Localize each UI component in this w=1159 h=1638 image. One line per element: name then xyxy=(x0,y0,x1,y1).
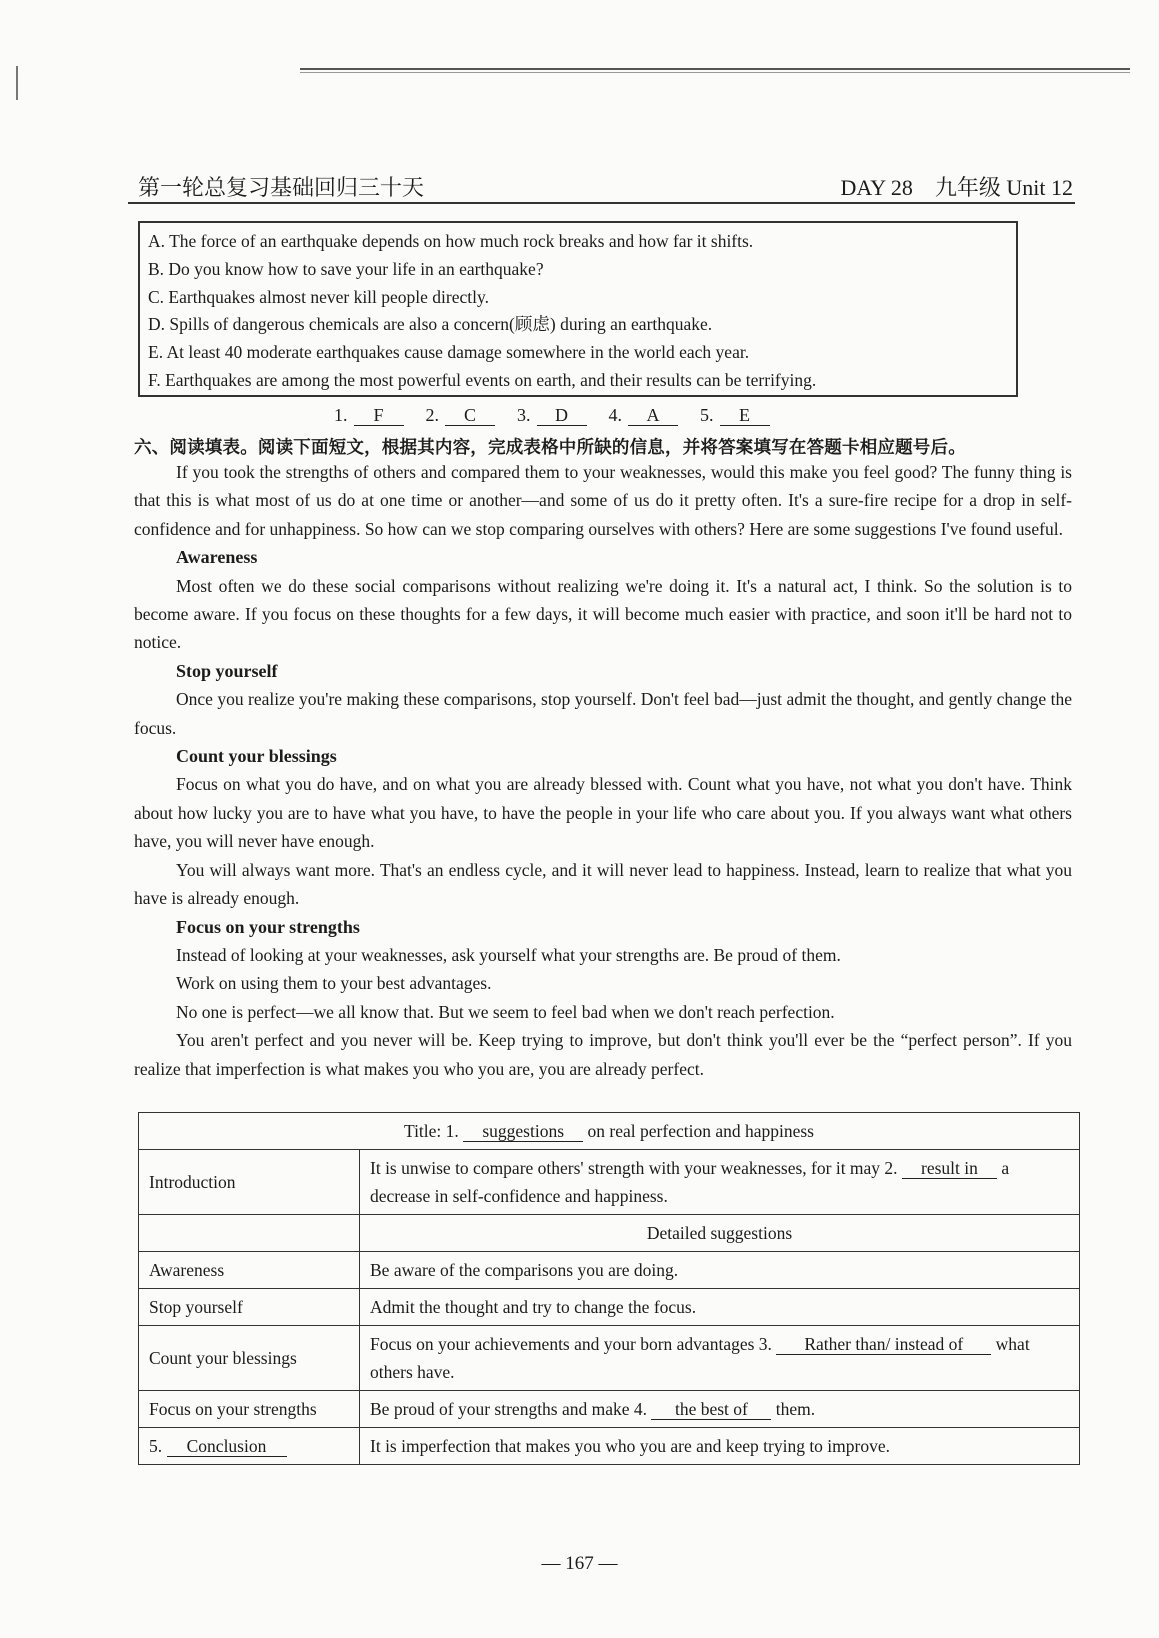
answer-number: 1. xyxy=(334,405,348,425)
strengths-suffix: them. xyxy=(775,1399,816,1419)
intro-cell xyxy=(360,1150,1080,1215)
passage-subheading: Count your blessings xyxy=(176,746,337,767)
passage-paragraph: You aren't perfect and you never will be. Keep trying to improve, but don't think you'll ever be the “perfect person”. If you realize that imperfection is what makes you who you are, you are already perfect. xyxy=(134,1030,1072,1079)
intro-prefix: It is unwise to compare others' strength with your weaknesses, for it may 2. xyxy=(370,1158,898,1178)
stop-text: Admit the thought and try to change the focus. xyxy=(360,1289,1080,1326)
count-prefix: Focus on your achievements and your born advantages 3. xyxy=(370,1334,772,1354)
awareness-label: Awareness xyxy=(139,1252,360,1289)
answer-blank: A xyxy=(628,405,678,426)
answer-number: 3. xyxy=(517,405,531,425)
intro-label: Introduction xyxy=(139,1150,360,1215)
passage-paragraph: Most often we do these social comparisons without realizing we're doing it. It's a natural act, I think. So the solution is to become aware. If you focus on these thoughts for a few days, it will become much easier with practice, and soon it'll be hard not to notice. xyxy=(134,575,1072,653)
top-rule xyxy=(300,68,1130,70)
answer-row xyxy=(334,405,770,426)
table-row xyxy=(139,1150,1080,1215)
strengths-answer-blank: the best of xyxy=(651,1399,771,1420)
passage-paragraph: No one is perfect—we all know that. But we seem to feel bad when we don't reach perfection. xyxy=(176,1001,835,1022)
count-answer-blank: Rather than/ instead of xyxy=(776,1334,991,1355)
count-label: Count your blessings xyxy=(139,1326,360,1391)
page-header xyxy=(138,172,1073,202)
passage-subheading: Stop yourself xyxy=(176,660,278,681)
strengths-cell xyxy=(360,1391,1080,1428)
conclusion-label-cell xyxy=(139,1428,360,1465)
answer-blank: E xyxy=(720,405,770,426)
option-e: E. At least 40 moderate earthquakes cause damage somewhere in the world each year. xyxy=(148,342,750,363)
header-book-title: 第一轮总复习基础回归三十天 xyxy=(138,175,425,200)
table-row xyxy=(139,1391,1080,1428)
table-row xyxy=(139,1326,1080,1391)
conclusion-answer-blank: Conclusion xyxy=(167,1436,287,1457)
intro-suffix: a decrease in self-confidence and happiness. xyxy=(370,1158,1010,1206)
conclusion-number: 5. xyxy=(149,1436,163,1456)
option-f: F. Earthquakes are among the most powerful events on earth, and their results can be terrifying. xyxy=(148,369,817,390)
title-answer-blank: suggestions xyxy=(463,1121,583,1142)
answer-number: 5. xyxy=(700,405,714,425)
answer-blank: D xyxy=(537,405,587,426)
table-row xyxy=(139,1289,1080,1326)
passage-paragraph: Once you realize you're making these comparisons, stop yourself. Don't feel bad—just admit the thought, and gently change the focus. xyxy=(134,689,1072,738)
strengths-prefix: Be proud of your strengths and make 4. xyxy=(370,1399,648,1419)
page-number: — 167 — xyxy=(541,1553,618,1574)
option-a: A. The force of an earthquake depends on how much rock breaks and how far it shifts. xyxy=(148,231,754,251)
option-c: C. Earthquakes almost never kill people directly. xyxy=(148,286,489,307)
answer-number: 2. xyxy=(425,405,439,425)
answer-blank: C xyxy=(445,405,495,426)
awareness-text: Be aware of the comparisons you are doing. xyxy=(360,1252,1080,1289)
count-cell xyxy=(360,1326,1080,1391)
answer-item xyxy=(700,405,770,426)
passage-paragraph: If you took the strengths of others and compared them to your weaknesses, would this make you feel good? The funny thing is that this is what most of us do at one time or another—and some of us do it pretty often. It's a sure-fire recipe for a drop in self-confidence and for unhappiness. So how can we stop comparing ourselves with others? Here are some suggestions I've found useful. xyxy=(134,462,1072,539)
header-rule xyxy=(128,202,1075,204)
passage-subheading: Focus on your strengths xyxy=(176,916,360,937)
table-title-cell xyxy=(139,1113,1080,1150)
answer-item xyxy=(334,405,404,426)
count-suffix: what others have. xyxy=(370,1334,1030,1382)
answer-item xyxy=(609,405,679,426)
reading-passage xyxy=(134,458,1072,1083)
conclusion-text: It is imperfection that makes you who you are and keep trying to improve. xyxy=(360,1428,1080,1465)
passage-paragraph: You will always want more. That's an endless cycle, and it will never lead to happiness. Instead, learn to realize that what you have is already enough. xyxy=(134,859,1072,909)
table-row xyxy=(139,1113,1080,1150)
detailed-heading: Detailed suggestions xyxy=(360,1215,1080,1252)
options-box xyxy=(138,221,1018,397)
passage-subheading: Awareness xyxy=(176,547,258,568)
option-d: D. Spills of dangerous chemicals are also a concern(顾虑) during an earthquake. xyxy=(148,314,713,335)
strengths-label: Focus on your strengths xyxy=(139,1391,360,1428)
table-row xyxy=(139,1428,1080,1465)
table-row xyxy=(139,1215,1080,1252)
scan-edge-mark xyxy=(16,66,18,100)
passage-paragraph: Focus on what you do have, and on what you are already blessed with. Count what you have, not what you don't have. Think about how lucky you are to have what you have, to have the people in your life who care about you. If you always want what others have, you will never have enough. xyxy=(134,774,1072,852)
section-title: 六、阅读填表。阅读下面短文，根据其内容，完成表格中所缺的信息，并将答案填写在答题卡相应题号后。 xyxy=(134,438,966,458)
passage-paragraph: Work on using them to your best advantages. xyxy=(176,973,492,994)
empty-cell xyxy=(139,1215,360,1252)
stop-label: Stop yourself xyxy=(139,1289,360,1326)
top-rule-thin xyxy=(300,72,1130,73)
table-row xyxy=(139,1252,1080,1289)
intro-answer-blank: result in xyxy=(902,1158,997,1179)
answer-item xyxy=(426,405,496,426)
title-suffix: on real perfection and happiness xyxy=(587,1121,814,1141)
option-b: B. Do you know how to save your life in an earthquake? xyxy=(148,258,544,279)
answer-item xyxy=(517,405,587,426)
summary-table xyxy=(138,1112,1080,1465)
answer-number: 4. xyxy=(608,405,622,425)
header-day-unit: DAY 28 九年级 Unit 12 xyxy=(840,175,1073,200)
passage-paragraph: Instead of looking at your weaknesses, ask yourself what your strengths are. Be proud of them. xyxy=(176,944,841,965)
answer-blank: F xyxy=(354,405,404,426)
title-prefix: Title: 1. xyxy=(404,1121,459,1141)
